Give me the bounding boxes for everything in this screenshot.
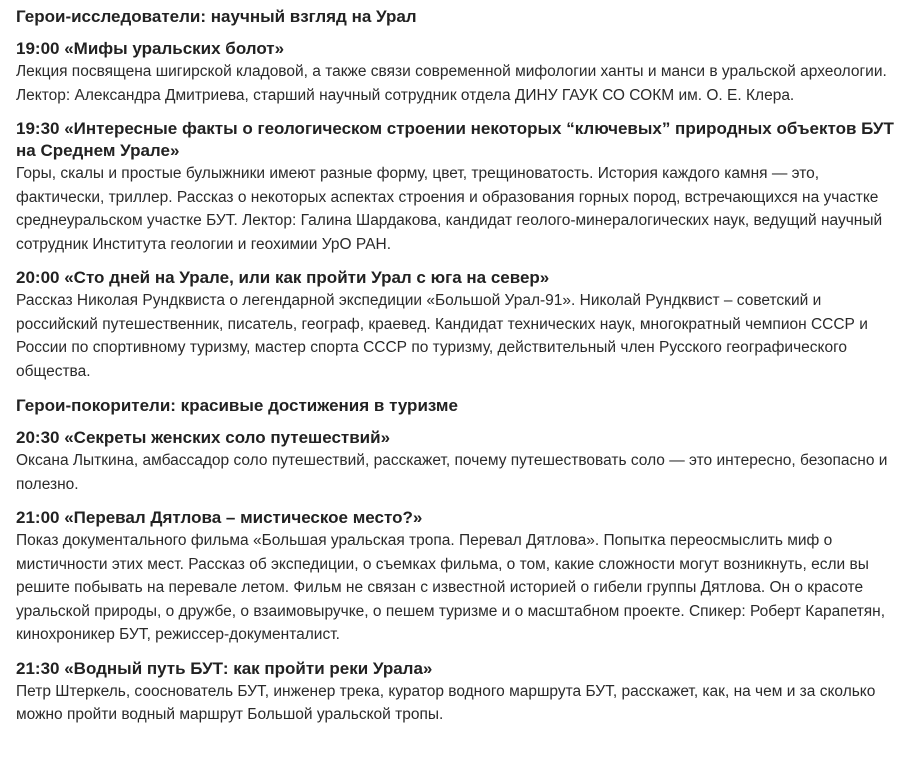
event-time: 21:00 bbox=[16, 508, 60, 527]
event-description: Петр Штеркель, сооснователь БУТ, инженер трека, куратор водного маршрута БУТ, расскажет, как, на чем и за сколько можно пройти водный маршрут Большой уральской тропы. bbox=[16, 682, 876, 723]
event-description: Рассказ Николая Рундквиста о легендарной экспедиции «Большой Урал-91». Николай Рундквист – советский и российский путешественник, писатель, географ, краевед. Кандидат технических наук, многократный чемпион СССР и России по спортивному туризму, мастер спорта СССР по туризму, действительный член Русского географического общества. bbox=[16, 292, 868, 380]
event-title bbox=[16, 118, 902, 162]
event-name: «Водный путь БУТ: как пройти реки Урала» bbox=[64, 658, 433, 678]
event-name: «Мифы уральских болот» bbox=[64, 39, 285, 58]
event-time: 21:30 bbox=[16, 658, 60, 678]
event-name: «Сто дней на Урале, или как пройти Урал с юга на север» bbox=[64, 268, 550, 287]
event-title bbox=[16, 427, 902, 449]
section-researchers bbox=[16, 5, 902, 383]
event-description: Горы, скалы и простые булыжники имеют разные форму, цвет, трещиноватость. История каждого камня — это, фактически, триллер. Рассказ о некоторых аспектах строения и образования горных пород, встречающихся на участке среднеуральском участке БУТ. Лектор: Галина Шардакова, кандидат геолого-минералогических наук, ведущий научный сотрудник Института геологии и геохимии УрО РАН. bbox=[16, 165, 883, 253]
event-item bbox=[16, 267, 902, 383]
section-title: Герои-исследователи: научный взгляд на Урал bbox=[16, 7, 417, 26]
event-name: «Интересные факты о геологическом строении некоторых “ключевых” природных объектов БУТ на Среднем Урале» bbox=[16, 119, 894, 160]
event-item bbox=[16, 427, 902, 496]
event-time: 20:30 bbox=[16, 428, 60, 447]
event-item bbox=[16, 507, 902, 647]
event-title bbox=[16, 38, 902, 60]
section-title: Герои-покорители: красивые достижения в туризме bbox=[16, 396, 458, 415]
section-conquerors bbox=[16, 394, 902, 727]
event-description: Лекция посвящена шигирской кладовой, а также связи современной мифологии ханты и манси в уральской археологии. Лектор: Александра Дмитриева, старший научный сотрудник отдела ДИНУ ГАУК СО СОКМ им. О. Е. Клера. bbox=[16, 63, 887, 104]
event-time: 20:00 bbox=[16, 268, 60, 287]
event-time: 19:00 bbox=[16, 39, 60, 58]
event-name: «Перевал Дятлова – мистическое место?» bbox=[64, 508, 423, 527]
event-title bbox=[16, 658, 902, 680]
event-title bbox=[16, 507, 902, 529]
event-description: Показ документального фильма «Большая уральская тропа. Перевал Дятлова». Попытка переосмыслить миф о мистичности этих мест. Рассказ об экспедиции, о съемках фильма, о том, какие сложности могут возникнуть, если вы решите побывать на перевале летом. Фильм не связан с известной историей о гибели группы Дятлова. Он о красоте уральской природы, о дружбе, о взаимовыручке, о пешем туризме и о масштабном проекте. Спикер: Роберт Карапетян, кинохроникер БУТ, режиссер-документалист. bbox=[16, 532, 886, 643]
event-item bbox=[16, 658, 902, 727]
event-name: «Секреты женских соло путешествий» bbox=[64, 428, 391, 447]
event-item bbox=[16, 118, 902, 256]
event-item bbox=[16, 38, 902, 107]
event-description: Оксана Лыткина, амбассадор соло путешествий, расскажет, почему путешествовать соло — это интересно, безопасно и полезно. bbox=[16, 452, 888, 493]
event-time: 19:30 bbox=[16, 119, 60, 138]
event-title bbox=[16, 267, 902, 289]
